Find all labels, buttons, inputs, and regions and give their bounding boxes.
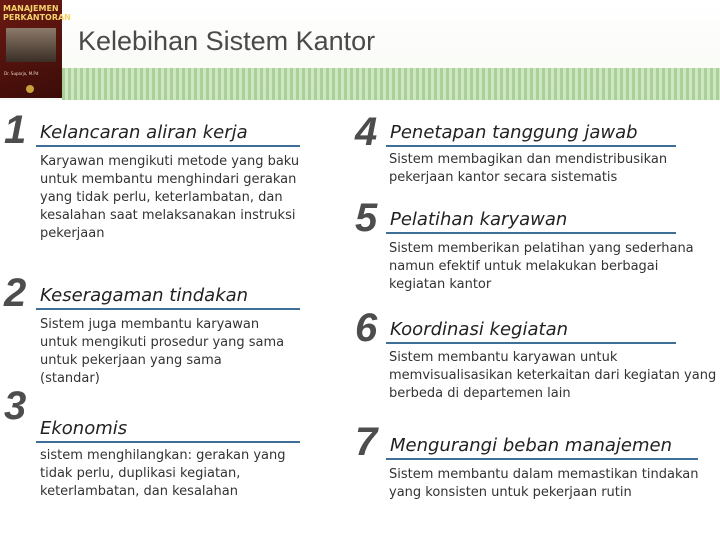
item-underline [36, 308, 300, 310]
item-underline [36, 441, 300, 443]
item-heading: Pelatihan karyawan [390, 209, 568, 230]
item-number: 7 [355, 420, 378, 464]
page-title: Kelebihan Sistem Kantor [78, 26, 376, 56]
item-number: 4 [355, 110, 378, 154]
item-description: Sistem membantu dalam memastikan tindakan yang konsisten untuk pekerjaan rutin [389, 467, 699, 500]
item-number: 3 [4, 384, 27, 428]
header-stripes [62, 68, 720, 100]
item-number: 6 [355, 306, 378, 350]
item-number: 2 [4, 271, 27, 315]
book-photo [6, 28, 56, 62]
item-heading: Penetapan tanggung jawab [390, 122, 638, 143]
item-heading: Kelancaran aliran kerja [40, 122, 248, 143]
book-author: Dr. Suparjo, M.Pd [4, 71, 39, 76]
item-description: Sistem membantu karyawan untuk memvisualisasikan keterkaitan dari kegiatan yang berbeda di departemen lain [389, 350, 717, 401]
item-description: Sistem membagikan dan mendistribusikan pekerjaan kantor secara sistematis [389, 152, 668, 185]
item-heading: Koordinasi kegiatan [390, 319, 569, 340]
item-number: 5 [355, 196, 378, 240]
item-description: sistem menghilangkan: gerakan yang tidak perlu, duplikasi kegiatan, keterlambatan, dan kesalahan [40, 448, 286, 499]
item-underline [386, 342, 676, 344]
book-cover-image [0, 0, 71, 98]
item-underline [386, 232, 676, 234]
item-heading: Ekonomis [40, 418, 128, 439]
item-number: 1 [4, 108, 27, 152]
item-underline [36, 145, 300, 147]
item-description: Sistem memberikan pelatihan yang sederhana namun efektif untuk melakukan berbagai kegiatan kantor [389, 241, 694, 292]
item-underline [386, 458, 698, 460]
item-heading: Keseragaman tindakan [40, 285, 249, 306]
item-underline [386, 145, 676, 147]
item-heading: Mengurangi beban manajemen [390, 435, 673, 456]
item-description: Karyawan mengikuti metode yang baku untuk membantu menghindari gerakan yang tidak perlu, keterlambatan, dan kesalahan saat melaksanakan instruksi pekerjaan [40, 154, 300, 241]
item-description: Sistem juga membantu karyawan untuk mengikuti prosedur yang sama untuk pekerjaan yang sama (standar) [40, 317, 285, 386]
book-seal-icon [26, 85, 34, 93]
book-title: MANAJEMEN PERKANTORAN [3, 4, 71, 22]
